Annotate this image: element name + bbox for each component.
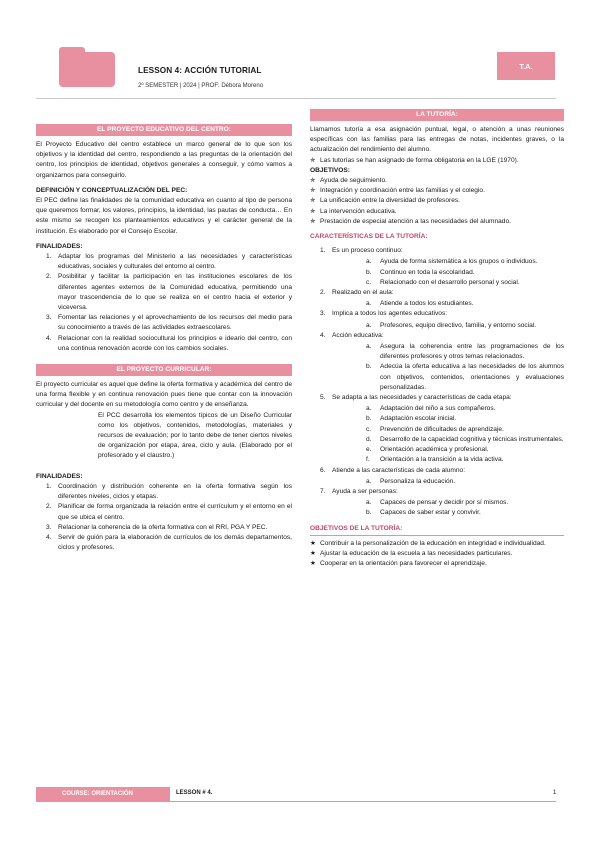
list-item: 3. Fomentar las relaciones y el aprovechamiento de los recursos del medio para su conocimiento a través de las actividades extraescolares. (46, 314, 292, 332)
sub-list-item: f. Orientación a la transición a la vida activa. (366, 456, 504, 464)
sub-list-item: a. Profesores, equipo directivo, familia, y entorno social. (366, 321, 537, 329)
list-item: 2. Realizado en el aula: a. Atiende a todos los estudiantes. (310, 288, 564, 309)
subheading: DEFINICIÓN Y CONCEPTUALIZACIÓN DEL PEC: (36, 186, 188, 194)
list-item: ✯ Prestación de especial atención a las necesidades del alumnado. (310, 217, 564, 227)
list-item: 5. Se adapta a las necesidades y características de cada etapa: a. Adaptación del niño a sus compañeros. b. Adaptación escolar inicial. c. Prevención de dificultades de aprendizaje. d. Desarrollo de la capacidad cognitiva y técnicas instrumentales. e. Orientación académica y profesional. f. Orientación a la transición a la vida activa. (310, 393, 564, 465)
numbered-list (36, 482, 292, 553)
star-outline-icon: ✯ (310, 197, 316, 205)
folder-icon (59, 47, 115, 87)
star-outline-icon: ✯ (310, 177, 316, 185)
sub-list-item: a. Personaliza la educación. (366, 477, 456, 485)
section-band: EL PROYECTO EDUCATIVO DEL CENTRO: (36, 124, 292, 136)
numbered-list (310, 246, 564, 518)
list-item: 6. Atiende a las características de cada alumno: a. Personaliza la educación. (310, 466, 564, 487)
list-item: 2. Posibilitar y facilitar la participación en las instituciones escolares de los diferentes agentes externos de la Comunidad educativa, permitiendo una mayor trascendencia de lo que se realiza en el centro hacia el exterior y viceversa. (46, 273, 292, 312)
list-item: 4. Servir de guión para la elaboración de currículos de los demás departamentos, ciclos y profesores. (46, 533, 292, 552)
numbered-list (36, 252, 292, 354)
section-band: EL PROYECTO CURRICULAR: (36, 364, 292, 376)
star-outline-icon: ✯ (310, 187, 316, 195)
left-column (36, 124, 292, 553)
star-outline-icon: ✯ (310, 207, 316, 215)
footer-divider (36, 801, 556, 802)
footer-lesson: LESSON # 4. (176, 790, 213, 796)
list-item: 1. Es un proceso continuo: a. Ayuda de forma sistemática a los grupos o individuos. b. Continuo en toda la escolaridad. c. Relacionado con el desarrollo personal y social. (310, 246, 564, 288)
list-item: 4. Relacionar con la realidad sociocultural los principios e ideario del centro, con una continua renovación acorde con los cambios sociales. (46, 334, 292, 352)
star-icon: ★ (310, 560, 316, 568)
sub-list-item: b. Capaces de saber estar y convivir. (366, 509, 481, 517)
list-item: 1. Adaptar los programas del Ministerio a las necesidades y características educativas, sociales y culturales del entorno al centro. (46, 253, 292, 271)
subheading: FINALIDADES: (36, 242, 83, 250)
note-item: ✯ Las tutorías se han asignado de forma obligatoria en la LGE (1970). (310, 156, 564, 166)
page-number: 1 (553, 790, 557, 796)
list-item: 1. Coordinación y distribución coherente en la oferta formativa según los diferentes niveles, ciclos y etapas. (46, 482, 292, 501)
sub-list-item: c. Relacionado con el desarrollo personal y social. (366, 278, 520, 286)
list-item: 2. Planificar de forma organizada la relación entre el currículum y el entorno en el que se ubica el centro. (46, 503, 292, 521)
header-divider (36, 98, 556, 99)
star-icon: ★ (310, 549, 316, 557)
paragraph: El Proyecto Educativo del centro establece un marco general de lo que son los objetivos y la identidad del centro, respondiendo a las preguntas de la orientación del centro, los principios de identidad, objetivos generales a conseguir, y cómo vamos a organizarnos para conseguirlo. (36, 141, 292, 179)
list-item: ✯ La intervención educativa. (310, 207, 564, 217)
list-item: ✯ Ayuda de seguimiento. (310, 176, 564, 186)
sub-list-item: a. Ayuda de forma sistemática a los grupos o individuos. (366, 258, 538, 266)
ta-badge: T.A. (497, 52, 555, 80)
subheading: OBJETIVOS: (310, 166, 350, 174)
paragraph: El PEC define las finalidades de la comunidad educativa en cuanto al tipo de persona que queremos formar, los valores, principios, la identidad, las pautas de conducta… En este mismo se recogen los planteamientos educativos y el carácter general de la institución. Es elaborado por el Consejo Escolar. (36, 197, 292, 235)
list-item: 4. Acción educativa: a. Asegura la coherencia entre las programaciones de los diferentes profesores y otros temas relacionados. b. Adecúa la oferta educativa a las necesidades de los alumnos con objetivos, contenidos, orientaciones y evaluaciones personalizadas. (310, 331, 564, 393)
section-band: LA TUTORÍA: (310, 109, 564, 121)
subheading: CARACTERÍSTICAS DE LA TUTORÍA: (310, 233, 428, 241)
star-icon: ★ (310, 539, 316, 547)
star-outline-icon: ✯ (310, 217, 316, 225)
list-item: 7. Ayuda a ser personas: a. Capaces de pensar y decidir por sí mismos. b. Capaces de saber estar y convivir. (310, 487, 564, 519)
list-item: ✯ Integración y coordinación entre las familias y el colegio. (310, 186, 564, 196)
footer-course: COURSE: ORIENTACIÓN (36, 787, 170, 801)
paragraph: El PCC desarrolla los elementos típicos de un Diseño Curricular como los objetivos, contenidos, metodologías, materiales y recursos de evaluación; por lo tanto debe de tener ciertos niveles de organización por etapa, área, ciclo y aula. (Elaborado por el profesorado y el claustro.) (98, 411, 292, 460)
sub-list-item: e. Orientación académica y profesional. (366, 446, 489, 454)
subheading: OBJETIVOS DE LA TUTORÍA: (310, 524, 564, 536)
right-column (310, 109, 564, 569)
list-item: 3. Implica a todos los agentes educativos: a. Profesores, equipo directivo, familia, y entorno social. (310, 309, 564, 330)
paragraph: Llamamos tutoría a esa asignación puntual, legal, o atención a unas reuniones específicas con las familias para las entregas de notas, incidentes graves, o la actualización del rendimiento del alumno. (310, 126, 564, 154)
doc-subtitle: 2º SEMESTER | 2024 | PROF: Débora Moreno (138, 83, 264, 89)
list-item: ★ Cooperar en la orientación para favorecer el aprendizaje. (310, 559, 564, 569)
sub-list-item: c. Prevención de dificultades de aprendizaje. (366, 425, 504, 433)
star-outline-icon: ✯ (310, 156, 316, 164)
list-item: 3. Relacionar la coherencia de la oferta formativa con el RRI, PGA Y PEC. (46, 523, 268, 531)
sub-list-item: b. Adaptación escolar inicial. (366, 415, 457, 423)
list-item: ★ Ajustar la educación de la escuela a las necesidades particulares. (310, 549, 564, 559)
list-item: ✯ La unificación entre la diversidad de profesores. (310, 196, 564, 206)
sub-list-item: a. Asegura la coherencia entre las programaciones de los diferentes profesores y otros temas relacionados. (366, 343, 564, 361)
sub-list-item: b. Continuo en toda la escolaridad. (366, 268, 475, 276)
sub-list-item: a. Atiende a todos los estudiantes. (366, 300, 474, 308)
sub-list-item: b. Adecúa la oferta educativa a las necesidades de los alumnos con objetivos, contenidos, orientaciones y evaluaciones personalizadas. (366, 363, 564, 391)
sub-list-item: d. Desarrollo de la capacidad cognitiva y técnicas instrumentales. (366, 435, 564, 443)
paragraph: El proyecto curricular es aquel que define la oferta formativa y académica del centro de una forma flexible y en continua renovación pues tiene que contar con la innovación curricular y del docente en su metodología como centro y de enseñanza. (36, 381, 292, 409)
doc-title: LESSON 4: ACCIÓN TUTORIAL (138, 66, 262, 75)
sub-list-item: a. Capaces de pensar y decidir por sí mismos. (366, 499, 509, 507)
list-item: ★ Contribuir a la personalización de la educación en integridad e individualidad. (310, 539, 564, 549)
sub-list-item: a. Adaptación del niño a sus compañeros. (366, 405, 496, 413)
subheading: FINALIDADES: (36, 472, 83, 480)
